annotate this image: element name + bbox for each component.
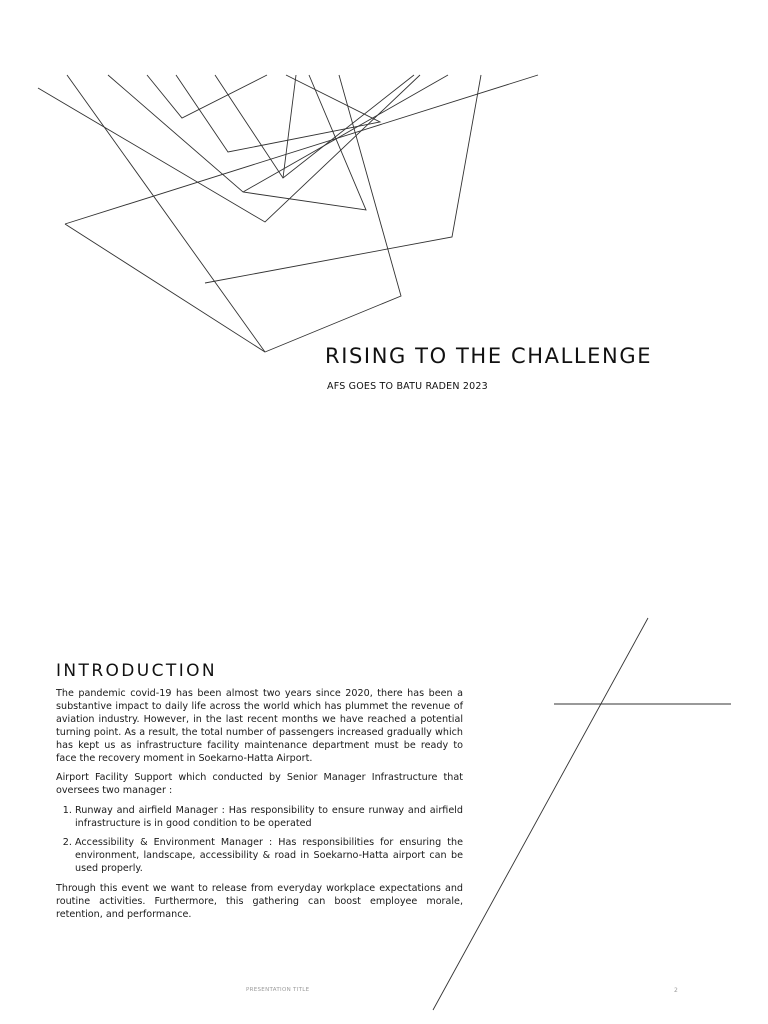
introduction-paragraph-3: Through this event we want to release from everyday workplace expectations and routine activities. Furthermore, this gathering can boost employee morale, retention, and performance.	[56, 882, 463, 920]
line-shape-long-slash	[433, 618, 648, 1010]
line-shape-outer-diamond	[38, 75, 420, 222]
line-shape-left-diagonal	[65, 224, 265, 352]
line-shape-left-wedge	[65, 75, 538, 224]
introduction-paragraph-1: The pandemic covid-19 has been almost two years since 2020, there has been a substantive impact to daily life across the world which has plummet the revenue of aviation industry. However, in the last recent months we have reached a potential turning point. As a result, the total number of passengers increased gradually which has kept us as infrastructure facility maintenance department must be ready to face the recovery moment in Soekarno-Hatta Airport.	[56, 688, 463, 764]
footer-page-number: 2	[674, 987, 678, 994]
introduction-heading: INTRODUCTION	[56, 661, 218, 681]
cover-title: RISING TO THE CHALLENGE	[325, 344, 653, 368]
cover-subtitle: AFS GOES TO BATU RADEN 2023	[327, 381, 488, 392]
introduction-paragraph-2: Airport Facility Support which conducted by Senior Manager Infrastructure that oversees two manager :	[56, 772, 463, 797]
manager-list-item: 2. Accessibility & Environment Manager : Has responsibilities for ensuring the environment, landscape, accessibility & road in Soekarno-Hatta airport can be used properly.	[75, 837, 463, 876]
manager-list	[56, 805, 463, 876]
introduction-body	[56, 688, 463, 929]
manager-list-item: 1. Runway and airfield Manager : Has responsibility to ensure runway and airfield infrastructure is in good condition to be operated	[75, 805, 463, 831]
footer-presentation-title: PRESENTATION TITLE	[246, 987, 310, 993]
line-shape-upper-v	[147, 75, 267, 118]
line-shape-cross-a	[243, 75, 448, 192]
line-shape-big-v	[67, 75, 401, 352]
line-shape-inner-v	[215, 75, 414, 178]
